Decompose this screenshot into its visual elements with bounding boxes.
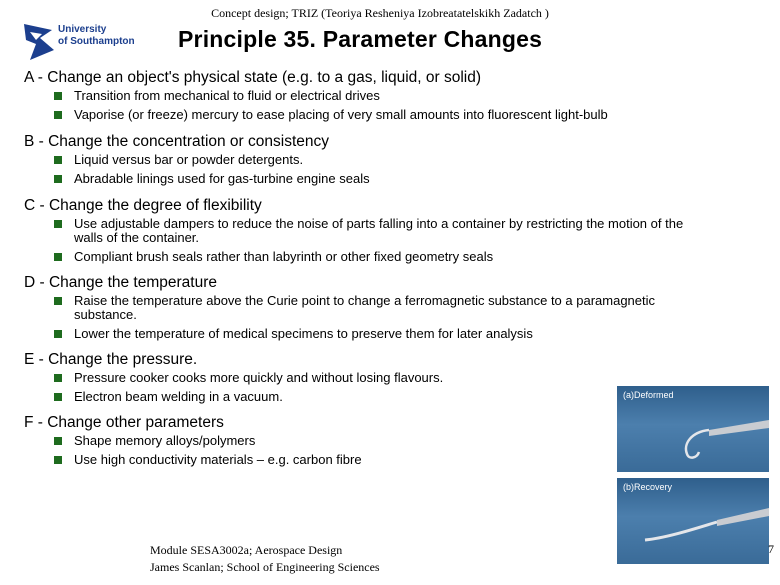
list-item [54,327,764,341]
list-item [54,250,764,264]
square-bullet-icon [54,111,62,119]
photo-caption: (b)Recovery [623,482,673,492]
list-item [54,294,674,322]
square-bullet-icon [54,393,62,401]
list-item [54,172,764,186]
list-item [54,217,714,245]
list-item-text: Transition from mechanical to fluid or electrical drives [74,88,380,103]
section-heading: B - Change the concentration or consistency [24,133,330,150]
section-heading: D - Change the temperature [24,274,217,291]
list-item-text: Liquid versus bar or powder detergents. [74,152,304,167]
page-number: 7 [768,542,774,556]
section-heading: F - Change other parameters [24,414,224,431]
university-logo [22,20,152,70]
list-item [54,371,764,385]
list-item [54,89,764,103]
deformed-photo [617,386,769,472]
section-b [24,132,764,186]
list-item [54,108,764,122]
section-heading: C - Change the degree of flexibility [24,197,262,214]
footer [150,542,380,576]
square-bullet-icon [54,330,62,338]
square-bullet-icon [54,253,62,261]
section-heading: A - Change an object's physical state (e.g. to a gas, liquid, or solid) [24,69,482,86]
list-item-text: Vaporise (or freeze) mercury to ease placing of very small amounts into fluorescent light-bulb [74,107,608,122]
list-item [54,153,764,167]
shape-memory-photos [617,386,769,564]
list-item-text: Use high conductivity materials – e.g. carbon fibre [74,452,362,467]
course-line: Concept design; TRIZ (Teoriya Resheniya Izobreatatelskikh Zadatch ) [211,6,549,20]
list-item-text: Lower the temperature of medical specimens to preserve them for later analysis [74,326,533,341]
list-item-text: Use adjustable dampers to reduce the noise of parts falling into a container by restricting the motion of the walls of the container. [74,216,684,245]
list-item-text: Electron beam welding in a vacuum. [74,389,283,404]
logo-mark-icon [22,20,56,64]
section-heading: E - Change the pressure. [24,351,198,368]
logo-line1: University [58,24,107,35]
square-bullet-icon [54,220,62,228]
list-item-text: Raise the temperature above the Curie point to change a ferromagnetic substance to a paramagnetic substance. [74,293,656,322]
list-item-text: Pressure cooker cooks more quickly and without losing flavours. [74,370,444,385]
list-item-text: Compliant brush seals rather than labyrinth or other fixed geometry seals [74,249,494,264]
square-bullet-icon [54,456,62,464]
photo-caption: (a)Deformed [623,390,674,400]
page-title: Principle 35. Parameter Changes [178,26,543,52]
square-bullet-icon [54,156,62,164]
section-c [24,196,764,264]
square-bullet-icon [54,374,62,382]
section-d [24,273,764,341]
section-a [24,68,764,122]
square-bullet-icon [54,297,62,305]
square-bullet-icon [54,175,62,183]
recovery-photo [617,478,769,564]
list-item-text: Shape memory alloys/polymers [74,433,256,448]
logo-line2: of Southampton [58,36,135,47]
tweezers-deformed-icon [617,386,769,472]
square-bullet-icon [54,437,62,445]
tweezers-recovery-icon [617,478,769,564]
footer-line2: James Scanlan; School of Engineering Sciences [150,560,380,574]
footer-line1: Module SESA3002a; Aerospace Design [150,543,343,557]
list-item-text: Abradable linings used for gas-turbine engine seals [74,171,370,186]
square-bullet-icon [54,92,62,100]
